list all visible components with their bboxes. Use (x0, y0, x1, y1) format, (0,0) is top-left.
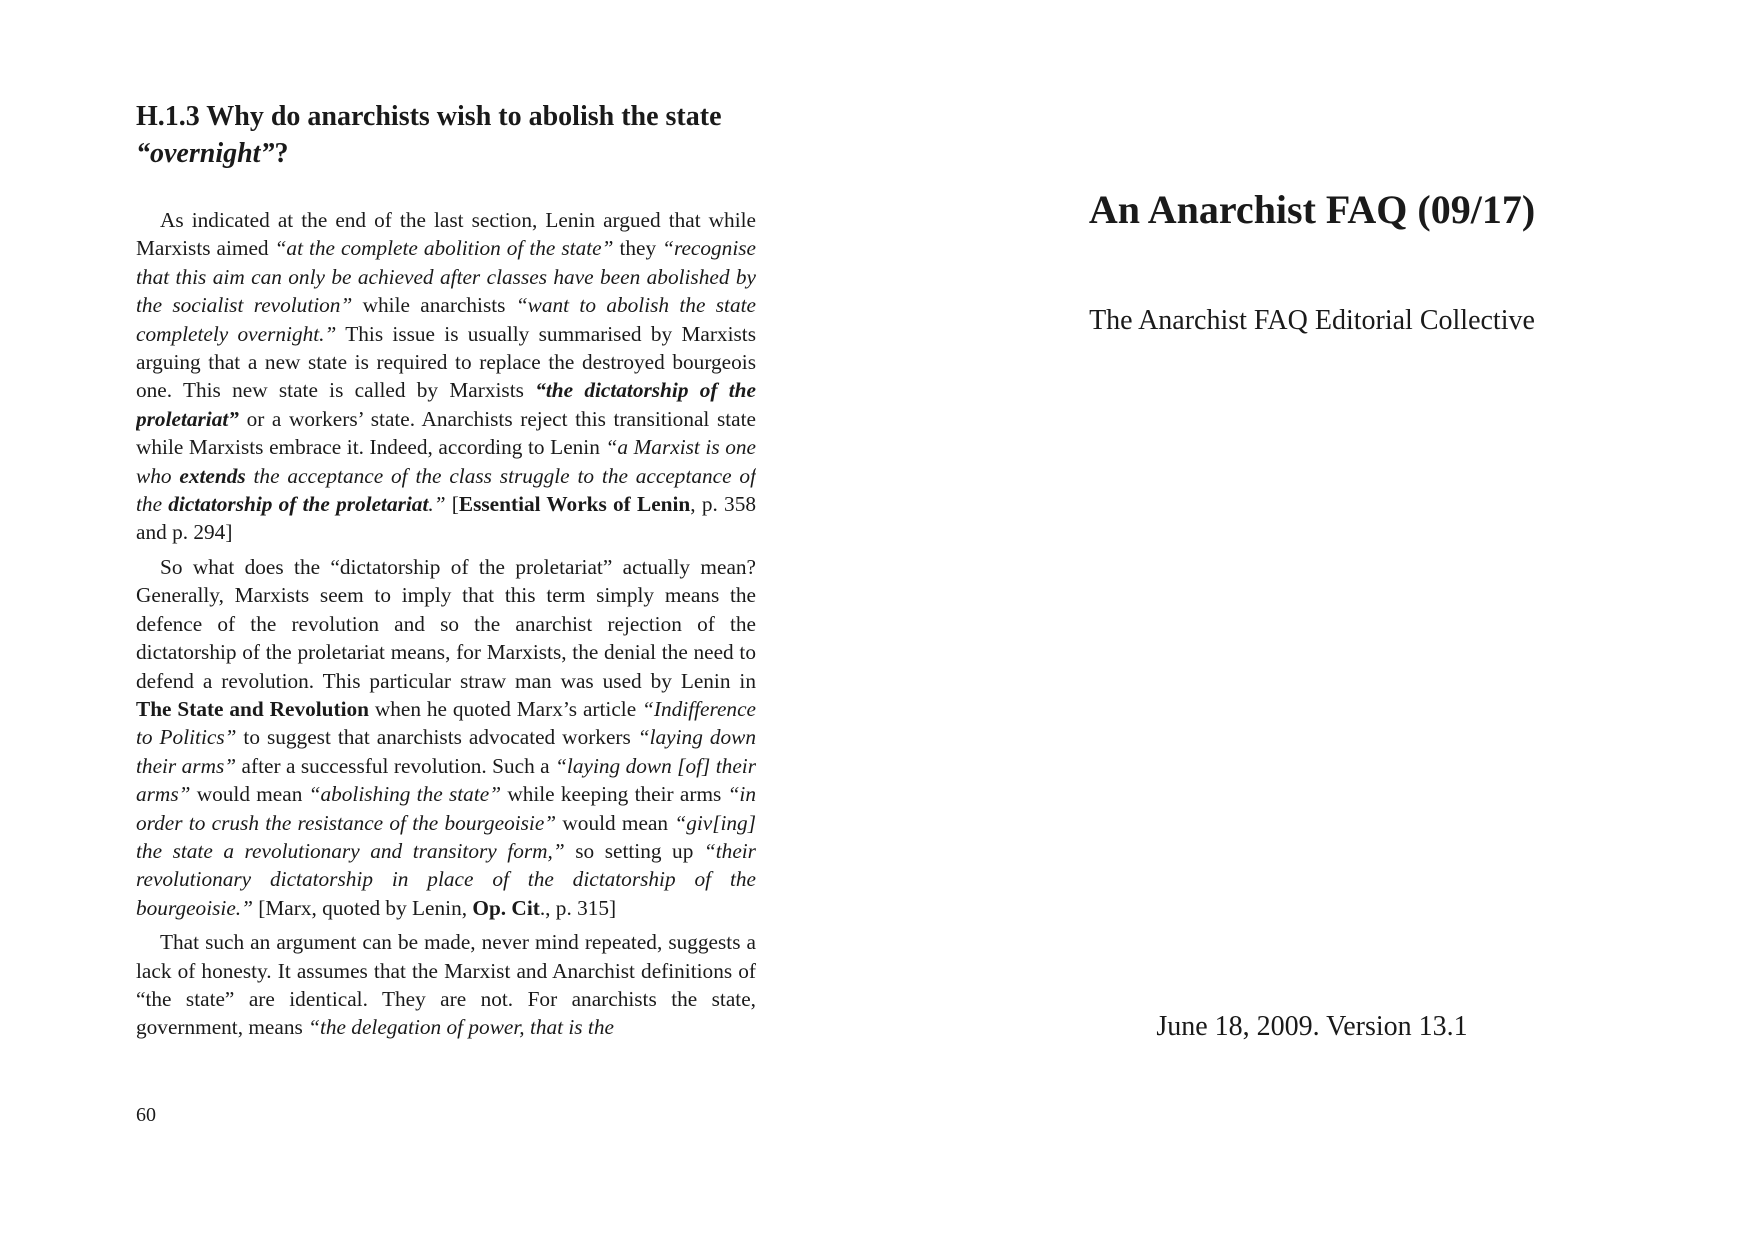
text-run: Op. Cit (472, 895, 540, 920)
text-run: dictatorship of the proletariat (168, 492, 429, 517)
text-run: or a workers’ state. Anarchists reject this transitional state while Marxists embrace it. Indeed, according to Lenin (136, 406, 756, 460)
text-run: would mean (190, 782, 309, 807)
section-heading (136, 98, 776, 172)
text-run: [Marx, quoted by Lenin, (252, 895, 473, 920)
text-run: “Indifference to Politics” (136, 696, 756, 750)
text-run: “laying down [of] their arms” (136, 753, 756, 807)
text-run: “abolishing the state” (308, 782, 502, 807)
text-run: when he quoted Marx’s article (369, 696, 643, 721)
text-run: the acceptance of the class struggle to the acceptance of the (136, 463, 756, 517)
body-text (136, 206, 756, 1078)
paragraph (136, 553, 756, 922)
text-run: This issue is usually summarised by Marxists arguing that a new state is required to replace the destroyed bourgeois one. This new state is called by Marxists (136, 321, 756, 403)
paragraph (136, 206, 756, 547)
paragraph (136, 928, 756, 1042)
text-run: while keeping their arms (501, 782, 728, 807)
text-run: extends (179, 463, 246, 488)
text-run: .” (428, 492, 446, 517)
text-run: The State and Revolution (136, 696, 370, 721)
book-title: An Anarchist FAQ (09/17) (1088, 187, 1536, 232)
text-run: “at the complete abolition of the state” (274, 236, 614, 261)
text-run: As indicated at the end of the last section, Lenin argued that while Marxists aimed (136, 208, 756, 261)
book-date-version: June 18, 2009. Version 13.1 (1156, 1011, 1468, 1042)
heading-suffix: ? (274, 138, 289, 169)
text-run: That such an argument can be made, never mind repeated, suggests a lack of honesty. It assumes that the Marxist and Anarchist definitions of “the state” are identical. They are not. For anarchists the state, government, means (136, 930, 756, 1040)
text-run: “giv[ing] the state a revolutionary and transitory form,” (136, 810, 756, 863)
heading-emphasis: “overnight” (136, 138, 275, 169)
text-run: [ (445, 492, 459, 517)
text-run: after a successful revolution. Such a (236, 753, 556, 778)
text-run: would mean (556, 810, 675, 835)
text-run: to suggest that anarchists advocated workers (236, 725, 638, 750)
text-run: “the delegation of power, that is the (308, 1015, 614, 1040)
right-page (875, 0, 1749, 1241)
text-run: “the dictatorship of the proletariat” (136, 378, 756, 431)
text-run: “their revolutionary dictatorship in place of the dictatorship of the bourgeoisie.” (136, 838, 756, 920)
heading-text: H.1.3 Why do anarchists wish to abolish the state (136, 101, 722, 132)
text-run: “a Marxist is one who (136, 435, 756, 488)
page-number: 60 (136, 1104, 156, 1126)
book-author: The Anarchist FAQ Editorial Collective (1089, 305, 1535, 336)
text-run: so setting up (564, 838, 704, 863)
text-run: they (613, 236, 663, 261)
text-run: “laying down their arms” (136, 725, 756, 778)
text-run: “recognise that this aim can only be achieved after classes have been abolished by the socialist revolution” (136, 236, 756, 318)
text-run: Essential Works of Lenin (458, 492, 691, 517)
text-run: So what does the “dictatorship of the proletariat” actually mean? Generally, Marxists seem to imply that this term simply means the defence of the revolution and so the anarchist rejection of the dictatorship of the proletariat means, for Marxists, the denial the need to defend a revolution. This particular straw man was used by Lenin in (136, 554, 756, 693)
text-run: while anarchists (352, 293, 516, 318)
text-run: “want to abolish the state completely overnight.” (136, 293, 756, 346)
text-run: ., p. 315] (539, 895, 617, 920)
text-run: “in order to crush the resistance of the bourgeoisie” (136, 782, 756, 835)
text-run: , p. 358 and p. 294] (136, 492, 756, 545)
